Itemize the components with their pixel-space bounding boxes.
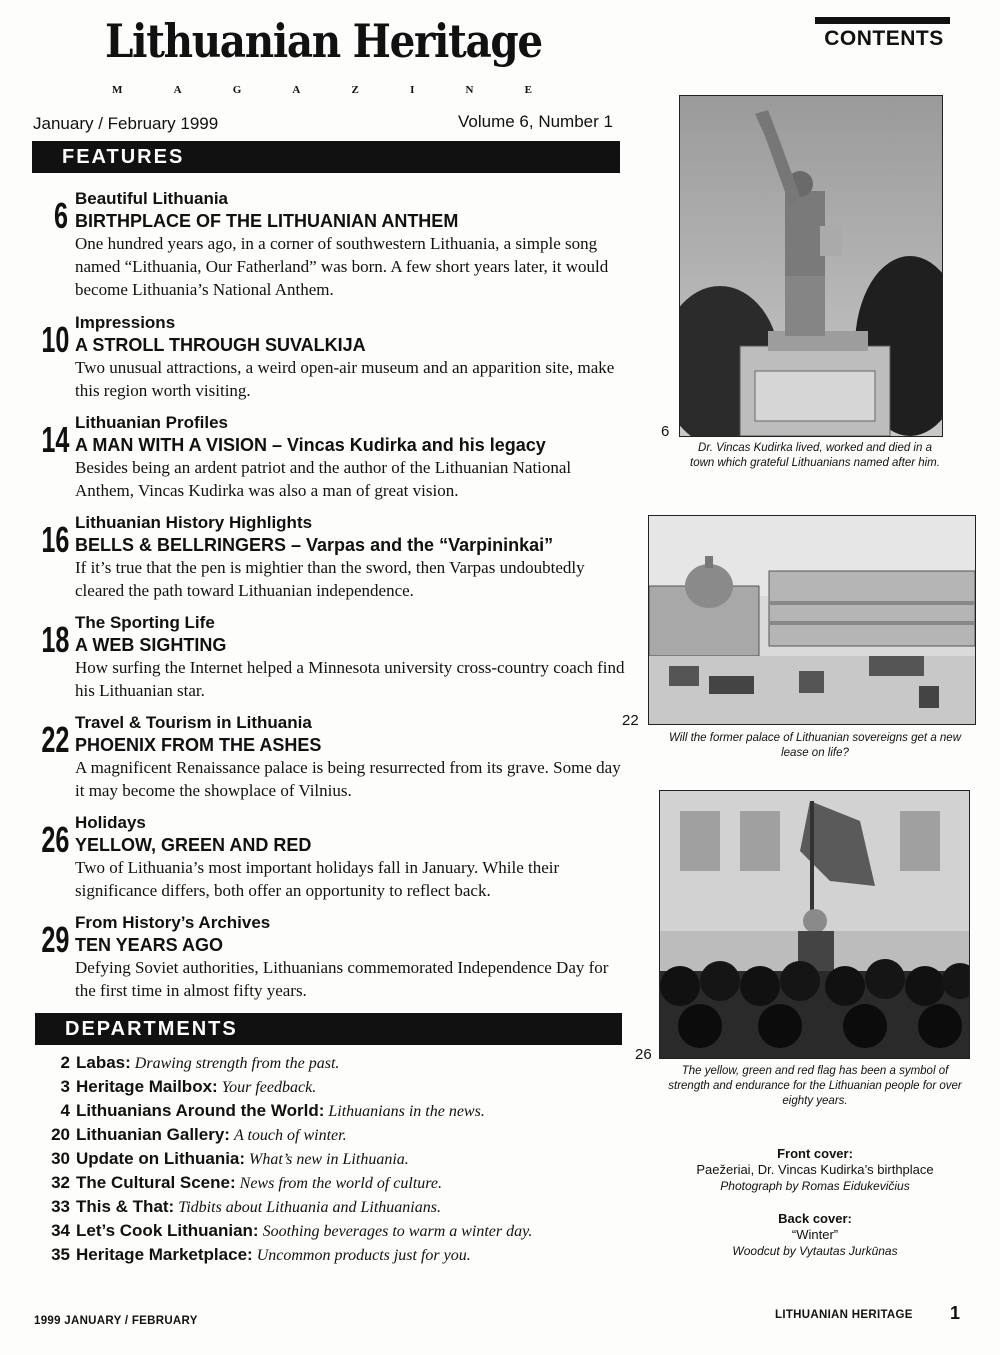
subtitle-letter: G: [232, 84, 242, 96]
feature-section: Impressions: [75, 313, 176, 332]
department-page-number: 35: [51, 1245, 70, 1264]
photo-caption: The yellow, green and red flag has been a symbol of strength and endurance for the Lithuanian people for over eighty years.: [668, 1065, 962, 1107]
feature-page-number: 14: [41, 419, 70, 460]
feature-page-number: 26: [41, 819, 70, 860]
feature-page-number: 6: [53, 195, 68, 236]
contents-heading: CONTENTS: [824, 27, 944, 50]
department-entry[interactable]: [36, 1077, 316, 1101]
feature-headline: A WEB SIGHTING: [75, 635, 227, 655]
front-cover-description: Paežeriai, Dr. Vincas Kudirka’s birthplace: [696, 1162, 934, 1177]
department-title: This & That:: [76, 1197, 175, 1216]
feature-entry[interactable]: [30, 612, 630, 712]
palace-engraving[interactable]: [648, 515, 976, 725]
feature-page-number: 10: [41, 319, 70, 360]
department-description: Lithuanians in the news.: [328, 1103, 485, 1120]
department-description: Tidbits about Lithuania and Lithuanians.: [178, 1199, 441, 1216]
back-cover-label: Back cover:: [778, 1211, 852, 1226]
back-cover-info: [650, 1211, 980, 1259]
subtitle-letter: I: [410, 84, 415, 96]
feature-headline: BIRTHPLACE OF THE LITHUANIAN ANTHEM: [75, 211, 459, 231]
department-page-number: 2: [60, 1053, 70, 1072]
feature-section: Lithuanian History Highlights: [75, 513, 313, 532]
feature-section: Beautiful Lithuania: [75, 189, 228, 208]
feature-entry[interactable]: [30, 312, 630, 412]
department-entry[interactable]: [36, 1125, 347, 1149]
department-title: Labas:: [76, 1053, 131, 1072]
magazine-title: Lithuanian Heritage: [105, 14, 542, 68]
feature-section: Travel & Tourism in Lithuania: [75, 713, 312, 732]
feature-section: Holidays: [75, 813, 146, 832]
department-entry[interactable]: [36, 1197, 441, 1221]
feature-description: If it’s true that the pen is mightier than the sword, then Varpas undoubtedly cleared the path toward Lithuanian independence.: [75, 558, 585, 600]
feature-page-number: 18: [41, 619, 70, 660]
department-page-number: 32: [51, 1173, 70, 1192]
feature-entry[interactable]: [30, 188, 630, 299]
department-page-number: 30: [51, 1149, 70, 1168]
department-title: Let’s Cook Lithuanian:: [76, 1221, 259, 1240]
feature-description: Besides being an ardent patriot and the author of the Lithuanian National Anthem, Vincas Kudirka was also a man of great vision.: [75, 458, 572, 500]
feature-headline: A STROLL THROUGH SUVALKIJA: [75, 335, 366, 355]
feature-headline: A MAN WITH A VISION – Vincas Kudirka and his legacy: [75, 435, 546, 455]
photo-page-number: 6: [661, 423, 670, 440]
statue-photo[interactable]: [679, 95, 943, 437]
front-cover-label: Front cover:: [777, 1146, 853, 1161]
feature-section: From History’s Archives: [75, 913, 271, 932]
department-page-number: 34: [51, 1221, 70, 1240]
department-entry[interactable]: [36, 1053, 339, 1077]
department-description: Uncommon products just for you.: [256, 1247, 471, 1264]
department-title: The Cultural Scene:: [76, 1173, 236, 1192]
department-title: Update on Lithuania:: [76, 1149, 246, 1168]
subtitle-letter: N: [465, 84, 474, 96]
department-entry[interactable]: [36, 1149, 409, 1173]
department-entry[interactable]: [36, 1173, 442, 1197]
department-title: Heritage Mailbox:: [76, 1077, 218, 1096]
department-title: Heritage Marketplace:: [76, 1245, 253, 1264]
feature-entry[interactable]: [30, 412, 630, 512]
photo-page-number: 26: [635, 1046, 652, 1063]
issue-date: January / February 1999: [33, 114, 219, 133]
front-cover-credit: Photograph by Romas Eidukevičius: [720, 1179, 910, 1193]
back-cover-description: “Winter”: [791, 1227, 839, 1242]
feature-entry[interactable]: [30, 912, 630, 1012]
departments-heading: DEPARTMENTS: [35, 1013, 622, 1045]
feature-headline: YELLOW, GREEN AND RED: [75, 835, 312, 855]
feature-section: Lithuanian Profiles: [75, 413, 229, 432]
feature-page-number: 29: [41, 919, 70, 960]
feature-description: One hundred years ago, in a corner of southwestern Lithuania, a simple song named “Lithuania, Our Fatherland” was born. A few short years later, it would become Lithuania’s National Anthem.: [75, 234, 609, 299]
feature-section: The Sporting Life: [75, 613, 215, 632]
department-title: Lithuanian Gallery:: [76, 1125, 230, 1144]
department-page-number: 20: [51, 1125, 70, 1144]
department-description: Your feedback.: [221, 1079, 317, 1096]
department-entry[interactable]: [36, 1101, 485, 1125]
feature-description: Defying Soviet authorities, Lithuanians commemorated Independence Day for the first time in almost fifty years.: [75, 958, 609, 1000]
department-description: A touch of winter.: [233, 1127, 347, 1144]
department-entry[interactable]: [36, 1245, 471, 1269]
feature-headline: TEN YEARS AGO: [75, 935, 224, 955]
subtitle-letter: A: [173, 84, 182, 96]
department-description: Soothing beverages to warm a winter day.: [262, 1223, 533, 1240]
subtitle-letter: Z: [351, 84, 359, 96]
front-cover-info: [650, 1146, 980, 1194]
subtitle-letter: E: [524, 84, 532, 96]
feature-description: Two of Lithuania’s most important holidays fall in January. While their significance differs, both offer an opportunity to reflect back.: [75, 858, 560, 900]
photo-page-number: 22: [622, 712, 639, 729]
department-description: News from the world of culture.: [239, 1175, 443, 1192]
issue-volume: Volume 6, Number 1: [458, 112, 613, 131]
feature-headline: PHOENIX FROM THE ASHES: [75, 735, 322, 755]
department-page-number: 33: [51, 1197, 70, 1216]
feature-description: How surfing the Internet helped a Minnesota university cross-country coach find his Lithuanian star.: [75, 658, 625, 700]
footer-magazine-name: LITHUANIAN HERITAGE: [775, 1309, 913, 1321]
footer-issue: 1999 JANUARY / FEBRUARY: [34, 1315, 198, 1327]
flag-demonstration-photo[interactable]: [659, 790, 970, 1059]
feature-entry[interactable]: [30, 712, 630, 812]
department-entry[interactable]: [36, 1221, 532, 1245]
department-description: What’s new in Lithuania.: [249, 1151, 409, 1168]
department-description: Drawing strength from the past.: [134, 1055, 340, 1072]
photo-caption: Dr. Vincas Kudirka lived, worked and died in a town which grateful Lithuanians named after him.: [690, 442, 940, 469]
feature-entry[interactable]: [30, 512, 630, 612]
feature-headline: BELLS & BELLRINGERS – Varpas and the “Varpininkai”: [75, 535, 554, 555]
features-heading: FEATURES: [32, 141, 620, 173]
subtitle-letter: A: [292, 84, 301, 96]
feature-description: A magnificent Renaissance palace is being resurrected from its grave. Some day it may become the showplace of Vilnius.: [75, 758, 621, 800]
department-page-number: 3: [60, 1077, 70, 1096]
feature-page-number: 16: [41, 519, 70, 560]
contents-rule: [815, 17, 950, 24]
back-cover-credit: Woodcut by Vytautas Jurkūnas: [732, 1244, 898, 1258]
magazine-subtitle: [112, 84, 532, 96]
feature-description: Two unusual attractions, a weird open-air museum and an apparition site, make this region worth visiting.: [75, 358, 615, 400]
department-title: Lithuanians Around the World:: [76, 1101, 325, 1120]
department-page-number: 4: [60, 1101, 70, 1120]
photo-caption: Will the former palace of Lithuanian sovereigns get a new lease on life?: [668, 732, 962, 759]
feature-page-number: 22: [41, 719, 70, 760]
footer-page-number: 1: [950, 1303, 961, 1323]
subtitle-letter: M: [112, 84, 123, 96]
feature-entry[interactable]: [30, 812, 630, 912]
